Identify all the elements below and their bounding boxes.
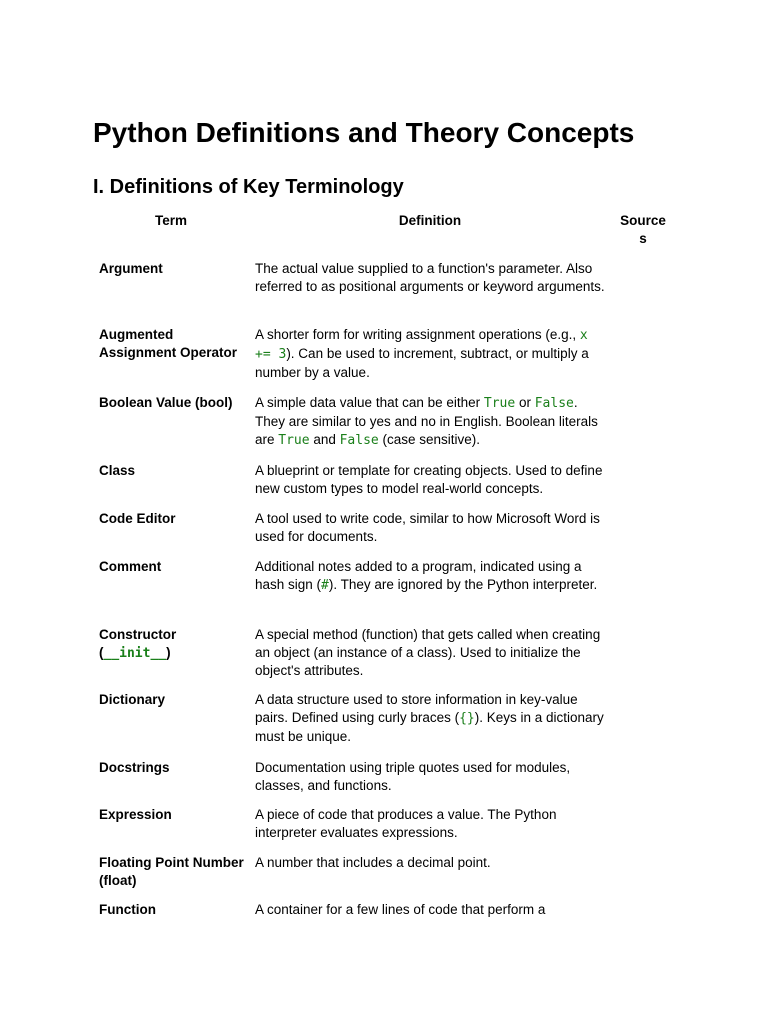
definition-cell: A tool used to write code, similar to how Microsoft Word is used for documents. (255, 511, 600, 544)
definition-cell: The actual value supplied to a function's parameter. Also referred to as positional arguments or keyword arguments. (255, 261, 605, 294)
term-cell: Class (99, 463, 136, 478)
column-header-term: Term (154, 213, 187, 228)
definition-cell: A number that includes a decimal point. (255, 855, 491, 870)
text-segment: (case sensitive). (378, 432, 481, 447)
text-segment: and (309, 432, 340, 447)
text-segment: A data structure used to store information in key-value pairs. Defined using curly braces ( (255, 692, 578, 725)
definition-cell (255, 691, 611, 746)
text-segment: A simple data value that can be either (255, 395, 484, 410)
inline-code: True (483, 396, 516, 411)
term-cell: Augmented Assignment Operator (99, 327, 238, 360)
term-cell: Dictionary (99, 692, 166, 707)
definition-cell: A blueprint or template for creating objects. Used to define new custom types to model real-world concepts. (255, 463, 603, 496)
definition-cell (255, 558, 611, 595)
section-heading: I. Definitions of Key Terminology (93, 176, 404, 198)
text-segment: Additional notes added to a program, indicated using a hash sign ( (255, 559, 582, 592)
definition-cell: A special method (function) that gets called when creating an object (an instance of a class). Used to initialize the object's attributes. (255, 627, 601, 678)
term-cell: Argument (99, 261, 163, 276)
text-segment: . They are similar to yes and no in English. Boolean literals are (255, 395, 598, 447)
text-segment: or (515, 395, 535, 410)
text-segment: ) (166, 645, 171, 660)
term-cell: Floating Point Number (float) (99, 855, 244, 888)
text-segment: ). They are ignored by the Python interpreter. (328, 577, 598, 592)
definition-cell (255, 394, 611, 450)
inline-code: False (339, 433, 379, 448)
document-title: Python Definitions and Theory Concepts (93, 117, 635, 148)
term-cell: Docstrings (99, 760, 170, 775)
text-segment: A shorter form for writing assignment operations (e.g., (255, 327, 580, 342)
inline-code: True (278, 433, 310, 448)
inline-code: x += 3 (255, 328, 588, 362)
definition-cell (255, 326, 611, 382)
inline-code: # (321, 578, 329, 593)
column-header-definition: Definition (398, 213, 462, 228)
term-cell: Code Editor (99, 511, 176, 526)
term-cell: Expression (99, 807, 172, 822)
inline-code: __init__ (103, 646, 167, 661)
column-header-sources: Source s (620, 213, 666, 246)
term-cell: Function (99, 902, 156, 917)
text-segment: Constructor ( (99, 627, 177, 660)
definition-cell: A piece of code that produces a value. The Python interpreter evaluates expressions. (255, 807, 557, 840)
text-segment: ). Keys in a dictionary must be unique. (255, 710, 604, 744)
definition-cell: Documentation using triple quotes used for modules, classes, and functions. (255, 760, 571, 793)
term-cell: Comment (99, 559, 162, 574)
inline-code: False (534, 396, 574, 411)
text-segment: ). Can be used to increment, subtract, or multiply a number by a value. (255, 346, 589, 380)
term-cell (99, 626, 247, 663)
inline-code: {} (459, 711, 475, 726)
term-cell: Boolean Value (bool) (99, 395, 233, 410)
definition-cell: A container for a few lines of code that perform a (255, 902, 546, 917)
